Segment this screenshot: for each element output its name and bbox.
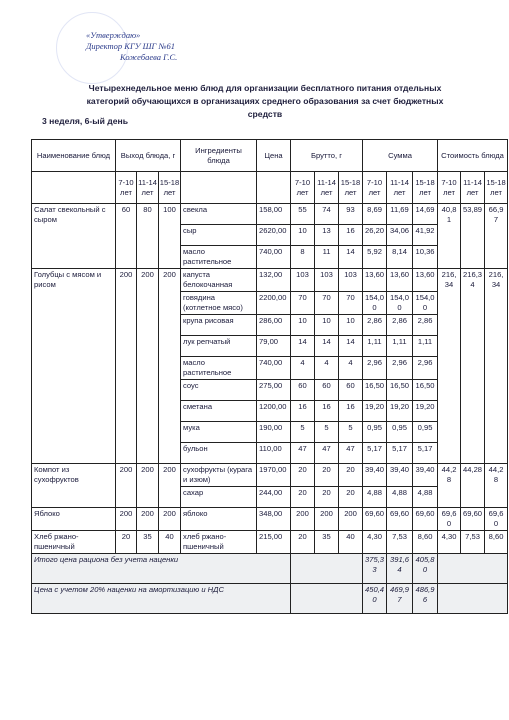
ingredient-gross: 20 (315, 487, 339, 508)
ingredient-sum: 8,60 (413, 531, 438, 554)
total-spacer (291, 584, 363, 614)
ingredient-sum: 19,20 (387, 401, 413, 422)
ingredient-gross: 47 (291, 443, 315, 464)
header-age-gross: 7-10 лет (291, 172, 315, 204)
ingredient-sum: 154,00 (363, 292, 387, 315)
ingredient-sum: 26,20 (363, 225, 387, 246)
ingredient-price: 244,00 (257, 487, 291, 508)
ingredient-sum: 13,60 (387, 269, 413, 292)
ingredient-price: 158,00 (257, 204, 291, 225)
dish-cost: 7,53 (461, 531, 485, 554)
dish-name: Яблоко (32, 508, 116, 531)
dish-yield: 200 (159, 508, 181, 531)
ingredient-sum: 16,50 (387, 380, 413, 401)
ingredient-gross: 10 (339, 315, 363, 336)
ingredient-sum: 2,96 (363, 357, 387, 380)
header-age-cost: 15-18 лет (485, 172, 508, 204)
ingredient-sum: 8,14 (387, 246, 413, 269)
ingredient-price: 190,00 (257, 422, 291, 443)
dish-cost: 69,60 (438, 508, 461, 531)
dish-yield: 20 (116, 531, 137, 554)
header-age-sum: 11-14 лет (387, 172, 413, 204)
ingredient-sum: 0,95 (413, 422, 438, 443)
header-empty-ing (181, 172, 257, 204)
ingredient-gross: 103 (339, 269, 363, 292)
ingredient-sum: 2,86 (363, 315, 387, 336)
ingredient-sum: 5,92 (363, 246, 387, 269)
ingredient-gross: 14 (291, 336, 315, 357)
total-value: 469,97 (387, 584, 413, 614)
header-empty (32, 172, 116, 204)
total-value: 375,33 (363, 554, 387, 584)
ingredient-sum: 39,40 (413, 464, 438, 487)
ingredient-gross: 20 (291, 464, 315, 487)
ingredient-gross: 200 (339, 508, 363, 531)
total-value: 486,96 (413, 584, 438, 614)
ingredient-sum: 10,36 (413, 246, 438, 269)
dish-cost: 44,28 (461, 464, 485, 508)
ingredient-price: 1200,00 (257, 401, 291, 422)
ingredient-gross: 74 (315, 204, 339, 225)
ingredient-gross: 47 (339, 443, 363, 464)
dish-cost: 69,60 (485, 508, 508, 531)
ingredient-price: 215,00 (257, 531, 291, 554)
ingredient-gross: 16 (339, 401, 363, 422)
ingredient-gross: 20 (339, 487, 363, 508)
ingredient-name: соус (181, 380, 257, 401)
ingredient-price: 275,00 (257, 380, 291, 401)
ingredient-sum: 41,92 (413, 225, 438, 246)
ingredient-price: 286,00 (257, 315, 291, 336)
dish-cost: 69,60 (461, 508, 485, 531)
ingredient-price: 79,00 (257, 336, 291, 357)
ingredient-sum: 7,53 (387, 531, 413, 554)
dish-name: Голубцы с мясом и рисом (32, 269, 116, 464)
ingredient-sum: 19,20 (363, 401, 387, 422)
ingredient-sum: 39,40 (363, 464, 387, 487)
ingredient-name: сыр (181, 225, 257, 246)
ingredient-gross: 10 (315, 315, 339, 336)
ingredient-name: яблоко (181, 508, 257, 531)
ingredient-price: 1970,00 (257, 464, 291, 487)
ingredient-sum: 1,11 (413, 336, 438, 357)
ingredient-gross: 14 (339, 336, 363, 357)
ingredient-name: говядина (котлетное мясо) (181, 292, 257, 315)
ingredient-sum: 4,88 (387, 487, 413, 508)
total-spacer-end (438, 584, 508, 614)
ingredient-price: 348,00 (257, 508, 291, 531)
total-label: Цена с учетом 20% наценки на амортизацию и НДС (32, 584, 291, 614)
header-empty-price (257, 172, 291, 204)
dish-cost: 4,30 (438, 531, 461, 554)
ingredient-sum: 4,88 (363, 487, 387, 508)
ingredient-gross: 16 (291, 401, 315, 422)
ingredient-name: бульон (181, 443, 257, 464)
dish-yield: 200 (116, 464, 137, 508)
dish-yield: 200 (159, 464, 181, 508)
header-dish: Наименование блюд (32, 140, 116, 172)
dish-yield: 200 (137, 269, 159, 464)
ingredient-price: 740,00 (257, 246, 291, 269)
ingredient-gross: 40 (339, 531, 363, 554)
table-row (32, 269, 508, 292)
ingredient-gross: 5 (339, 422, 363, 443)
ingredient-gross: 14 (315, 336, 339, 357)
ingredient-name: масло растительное (181, 357, 257, 380)
header-gross: Брутто, г (291, 140, 363, 172)
total-value: 405,80 (413, 554, 438, 584)
dish-cost: 216,34 (461, 269, 485, 464)
header-age-gross: 11-14 лет (315, 172, 339, 204)
ingredient-gross: 10 (291, 225, 315, 246)
ingredient-sum: 5,17 (387, 443, 413, 464)
approval-line2: Директор КГУ ШГ №61 (86, 41, 175, 51)
dish-cost: 216,34 (485, 269, 508, 464)
dish-cost: 40,81 (438, 204, 461, 269)
ingredient-sum: 2,86 (413, 315, 438, 336)
week-day-label: 3 неделя, 6-ый день (42, 116, 128, 126)
header-price: Цена (257, 140, 291, 172)
dish-cost: 8,60 (485, 531, 508, 554)
ingredient-gross: 13 (315, 225, 339, 246)
header-ingredients: Ингредиенты блюда (181, 140, 257, 172)
dish-yield: 200 (159, 269, 181, 464)
ingredient-sum: 2,86 (387, 315, 413, 336)
ingredient-gross: 60 (291, 380, 315, 401)
ingredient-gross: 60 (339, 380, 363, 401)
ingredient-sum: 154,00 (387, 292, 413, 315)
ingredient-sum: 5,17 (363, 443, 387, 464)
header-yield: Выход блюда, г (116, 140, 181, 172)
ingredient-gross: 5 (315, 422, 339, 443)
ingredient-gross: 20 (291, 531, 315, 554)
ingredient-sum: 69,60 (413, 508, 438, 531)
ingredient-sum: 1,11 (387, 336, 413, 357)
ingredient-gross: 55 (291, 204, 315, 225)
ingredient-name: сахар (181, 487, 257, 508)
total-spacer-end (438, 554, 508, 584)
ingredient-gross: 4 (339, 357, 363, 380)
ingredient-sum: 34,06 (387, 225, 413, 246)
table-row (32, 508, 508, 531)
ingredient-sum: 4,88 (413, 487, 438, 508)
header-age-yield: 11-14 лет (137, 172, 159, 204)
ingredient-name: мука (181, 422, 257, 443)
ingredient-gross: 4 (291, 357, 315, 380)
ingredient-gross: 20 (315, 464, 339, 487)
ingredient-sum: 2,96 (413, 357, 438, 380)
ingredient-gross: 70 (339, 292, 363, 315)
ingredient-gross: 8 (291, 246, 315, 269)
ingredient-price: 2620,00 (257, 225, 291, 246)
ingredient-sum: 16,50 (363, 380, 387, 401)
dish-name: Салат свекольный с сыром (32, 204, 116, 269)
page-title: Четырехнедельное меню блюд для организации бесплатного питания отдельных категорий обучающихся в организациях среднего образования за счет бюджетных средств (86, 83, 444, 119)
total-spacer (291, 554, 363, 584)
ingredient-sum: 154,00 (413, 292, 438, 315)
total-row (32, 584, 508, 614)
menu-table (31, 139, 508, 614)
ingredient-name: сметана (181, 401, 257, 422)
ingredient-sum: 39,40 (387, 464, 413, 487)
ingredient-name: масло растительное (181, 246, 257, 269)
header-age-cost: 7-10 лет (438, 172, 461, 204)
total-value: 450,40 (363, 584, 387, 614)
header-age-sum: 15-18 лет (413, 172, 438, 204)
ingredient-sum: 69,60 (363, 508, 387, 531)
header-age-cost: 11-14 лет (461, 172, 485, 204)
dish-yield: 35 (137, 531, 159, 554)
ingredient-sum: 11,69 (387, 204, 413, 225)
dish-yield: 100 (159, 204, 181, 269)
dish-yield: 200 (137, 464, 159, 508)
ingredient-name: хлеб ржано-пшеничный (181, 531, 257, 554)
table-row (32, 204, 508, 225)
header-age-yield: 15-18 лет (159, 172, 181, 204)
dish-yield: 40 (159, 531, 181, 554)
ingredient-gross: 10 (291, 315, 315, 336)
ingredient-gross: 20 (339, 464, 363, 487)
ingredient-gross: 70 (291, 292, 315, 315)
dish-name: Хлеб ржано-пшеничный (32, 531, 116, 554)
ingredient-price: 110,00 (257, 443, 291, 464)
approval-signature: Кожебаева Г.С. (120, 52, 178, 62)
header-age-sum: 7-10 лет (363, 172, 387, 204)
ingredient-gross: 16 (315, 401, 339, 422)
header-age-yield: 7-10 лет (116, 172, 137, 204)
ingredient-sum: 1,11 (363, 336, 387, 357)
ingredient-sum: 0,95 (363, 422, 387, 443)
ingredient-gross: 47 (315, 443, 339, 464)
ingredient-sum: 14,69 (413, 204, 438, 225)
ingredient-gross: 200 (291, 508, 315, 531)
approval-line1: «Утверждаю» (86, 30, 141, 40)
ingredient-sum: 13,60 (363, 269, 387, 292)
ingredient-price: 740,00 (257, 357, 291, 380)
total-value: 391,64 (387, 554, 413, 584)
header-age-gross: 15-18 лет (339, 172, 363, 204)
ingredient-gross: 103 (315, 269, 339, 292)
dish-yield: 200 (116, 269, 137, 464)
dish-name: Компот из сухофруктов (32, 464, 116, 508)
ingredient-sum: 8,69 (363, 204, 387, 225)
dish-yield: 60 (116, 204, 137, 269)
total-label: Итого цена рациона без учета наценки (32, 554, 291, 584)
ingredient-gross: 103 (291, 269, 315, 292)
dish-cost: 44,28 (485, 464, 508, 508)
ingredient-gross: 60 (315, 380, 339, 401)
ingredient-sum: 0,95 (387, 422, 413, 443)
ingredient-sum: 2,96 (387, 357, 413, 380)
ingredient-gross: 70 (315, 292, 339, 315)
approval-block (86, 30, 177, 63)
ingredient-gross: 11 (315, 246, 339, 269)
ingredient-gross: 4 (315, 357, 339, 380)
dish-yield: 200 (116, 508, 137, 531)
ingredient-name: лук репчатый (181, 336, 257, 357)
dish-yield: 80 (137, 204, 159, 269)
ingredient-sum: 5,17 (413, 443, 438, 464)
dish-cost: 66,97 (485, 204, 508, 269)
ingredient-price: 132,00 (257, 269, 291, 292)
ingredient-sum: 69,60 (387, 508, 413, 531)
ingredient-sum: 19,20 (413, 401, 438, 422)
ingredient-gross: 35 (315, 531, 339, 554)
ingredient-sum: 16,50 (413, 380, 438, 401)
dish-cost: 44,28 (438, 464, 461, 508)
ingredient-sum: 4,30 (363, 531, 387, 554)
ingredient-sum: 13,60 (413, 269, 438, 292)
ingredient-gross: 200 (315, 508, 339, 531)
header-sum: Сумма (363, 140, 438, 172)
ingredient-gross: 14 (339, 246, 363, 269)
ingredient-gross: 93 (339, 204, 363, 225)
ingredient-price: 2200,00 (257, 292, 291, 315)
ingredient-name: свекла (181, 204, 257, 225)
ingredient-gross: 5 (291, 422, 315, 443)
total-row (32, 554, 508, 584)
dish-cost: 53,89 (461, 204, 485, 269)
dish-yield: 200 (137, 508, 159, 531)
table-row (32, 531, 508, 554)
ingredient-gross: 20 (291, 487, 315, 508)
ingredient-name: капуста белокочанная (181, 269, 257, 292)
header-cost: Стоимость блюда (438, 140, 508, 172)
ingredient-name: крупа рисовая (181, 315, 257, 336)
ingredient-gross: 16 (339, 225, 363, 246)
ingredient-name: сухофрукты (курага и изюм) (181, 464, 257, 487)
dish-cost: 216,34 (438, 269, 461, 464)
table-row (32, 464, 508, 487)
